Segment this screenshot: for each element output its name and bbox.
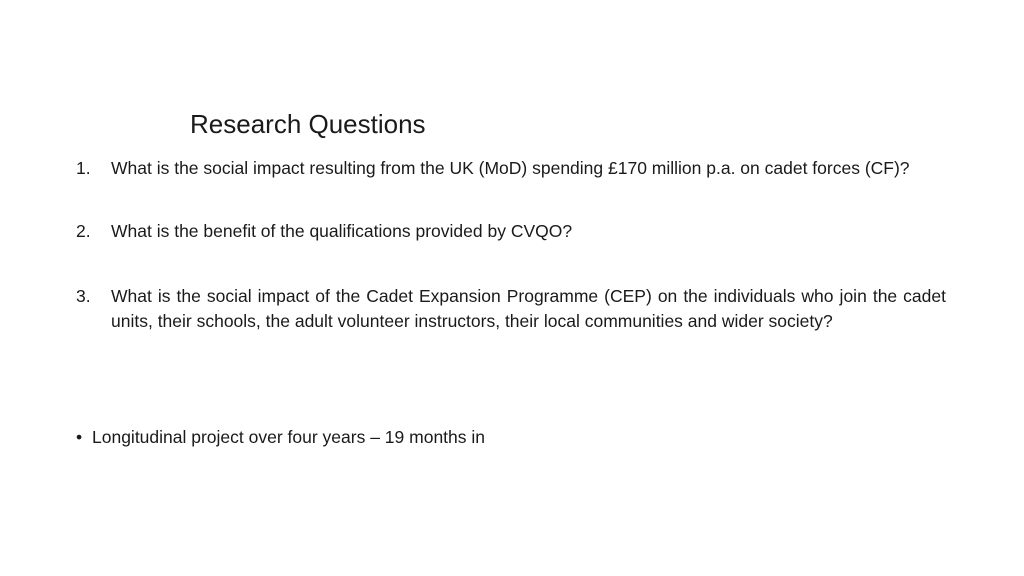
slide-title: Research Questions — [190, 109, 426, 139]
bullet-icon: • — [76, 427, 83, 447]
research-questions-list — [76, 156, 946, 334]
bullet-text: Longitudinal project over four years – 19 months in — [92, 427, 486, 447]
project-bullet — [76, 425, 485, 450]
question-number: 3. — [76, 286, 91, 306]
question-number: 2. — [76, 221, 91, 241]
question-text: What is the social impact of the Cadet Expansion Programme (CEP) on the individuals who join the cadet units, their schools, the adult volunteer instructors, their local communities and wider society? — [111, 286, 946, 331]
question-item — [76, 219, 946, 244]
question-text: What is the benefit of the qualifications provided by CVQO? — [111, 221, 573, 241]
question-text: What is the social impact resulting from the UK (MoD) spending £170 million p.a. on cadet forces (CF)? — [111, 158, 910, 178]
question-number: 1. — [76, 158, 91, 178]
question-item — [76, 284, 946, 334]
question-item — [76, 156, 946, 181]
